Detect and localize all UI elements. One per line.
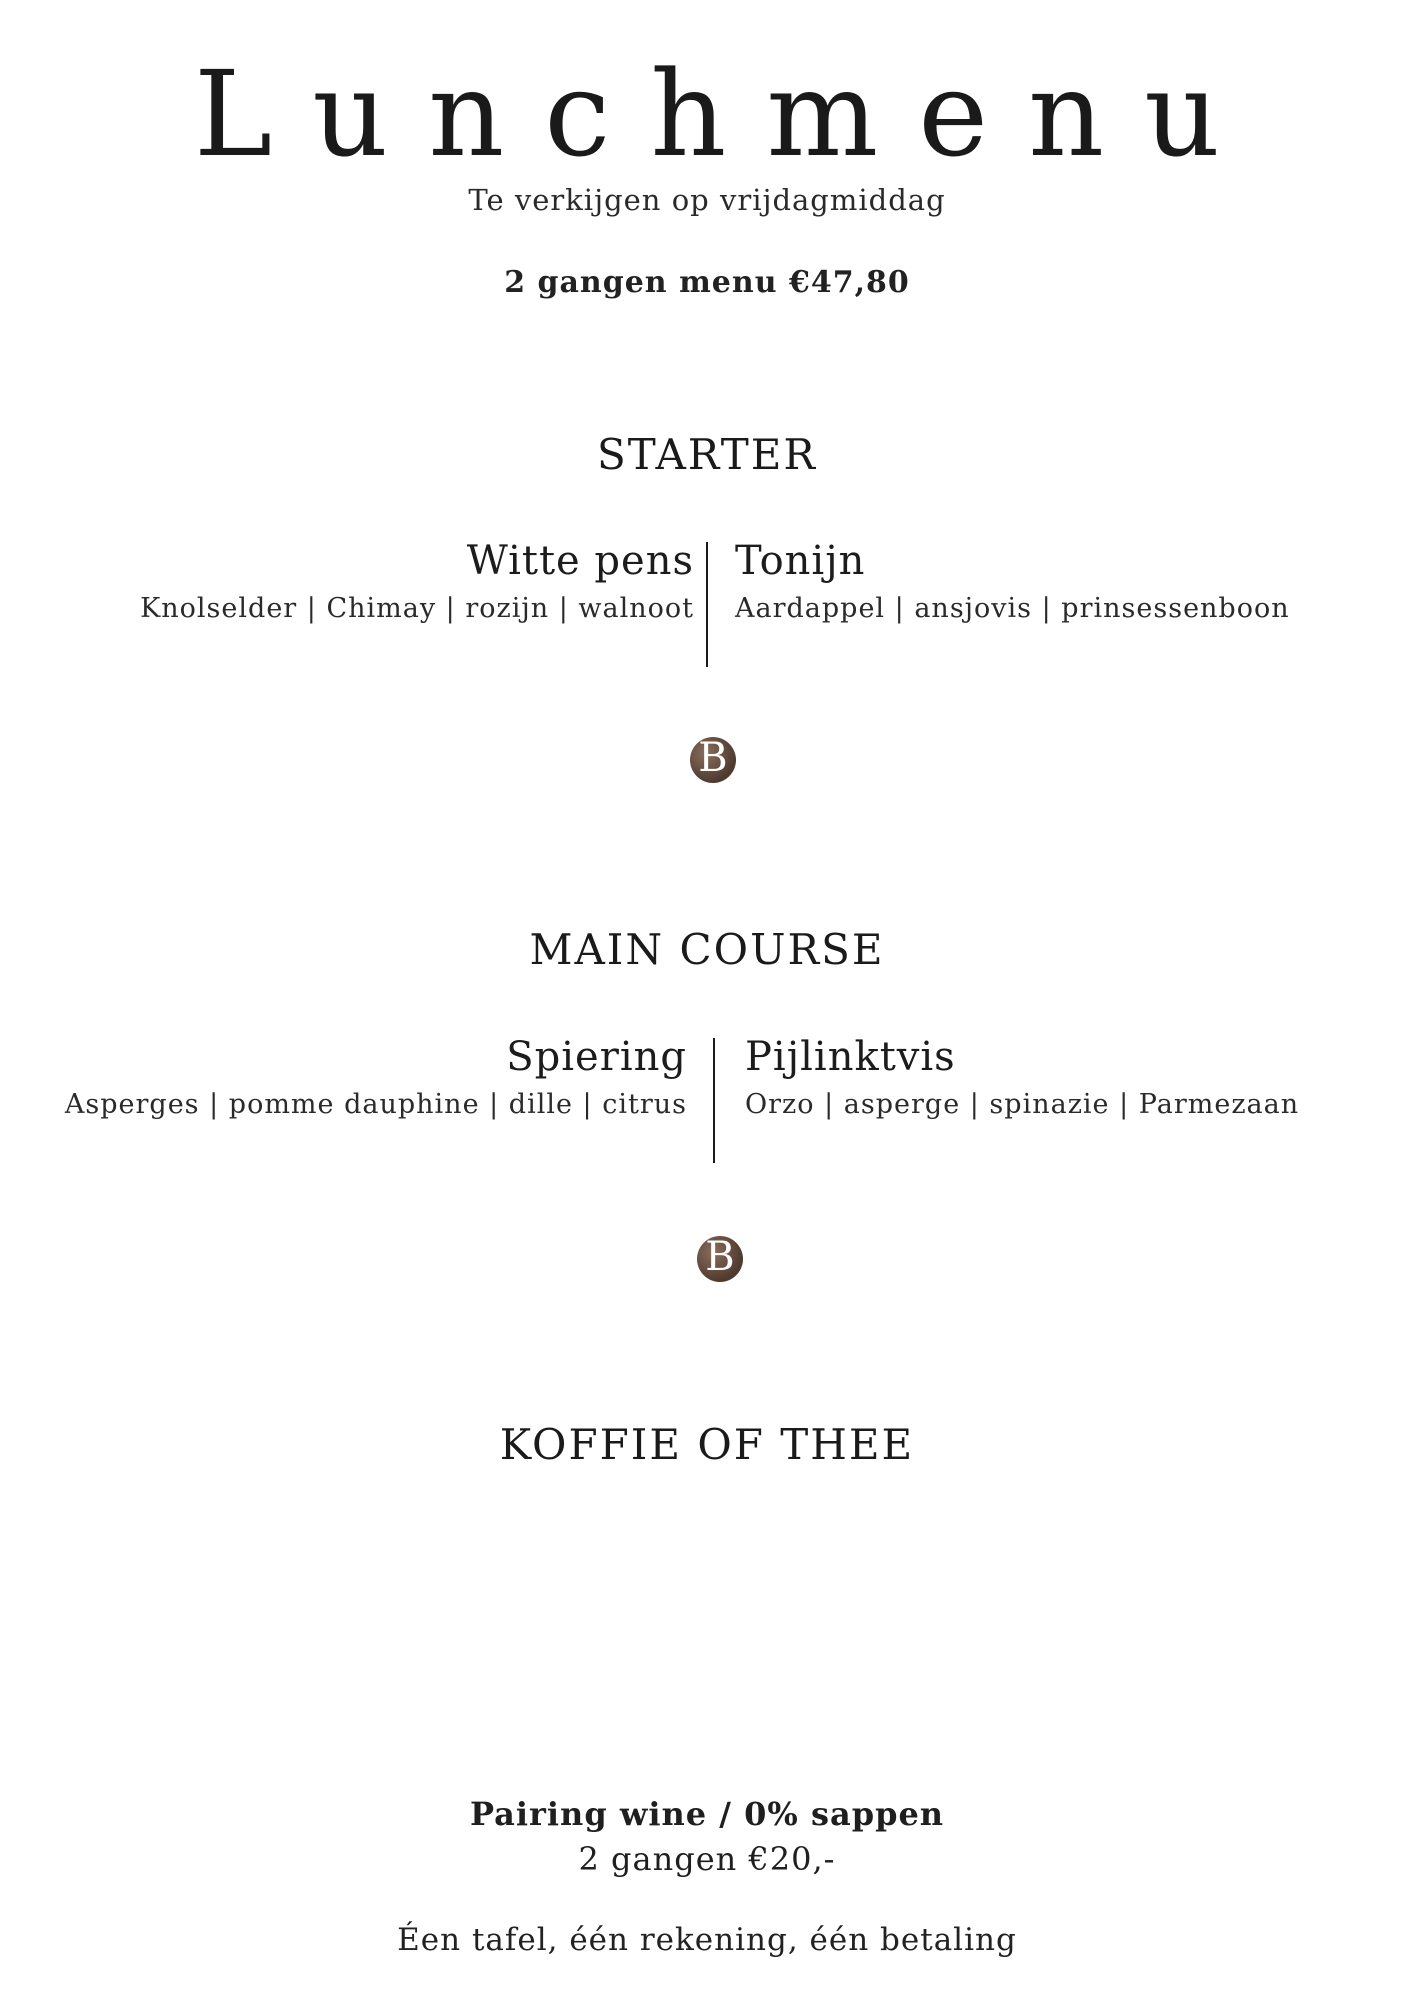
brand-monogram-icon xyxy=(697,1236,743,1282)
page-title: Lunchmenu xyxy=(193,45,1261,183)
dish-divider xyxy=(706,542,708,667)
dish-name: Tonijn xyxy=(735,538,866,584)
footer-note: Éen tafel, één rekening, één betaling xyxy=(397,1922,1017,1958)
pairing-title: Pairing wine / 0% sappen xyxy=(469,1795,945,1833)
dish-description: Knolselder | Chimay | rozijn | walnoot xyxy=(140,593,694,624)
section-title-starter: STARTER xyxy=(596,430,817,479)
dish-divider xyxy=(713,1038,715,1163)
dish-description: Aardappel | ansjovis | prinsessenboon xyxy=(735,593,1290,624)
monogram-letter: B xyxy=(705,1236,735,1280)
section-title-coffee-tea: KOFFIE OF THEE xyxy=(499,1420,915,1469)
section-title-main-course: MAIN COURSE xyxy=(529,925,885,974)
dish-name: Pijlinktvis xyxy=(745,1034,956,1080)
menu-price: 2 gangen menu €47,80 xyxy=(504,265,910,300)
monogram-letter: B xyxy=(698,737,728,781)
starter-left-dish xyxy=(140,537,694,625)
dish-name: Spiering xyxy=(506,1034,687,1080)
dish-description: Orzo | asperge | spinazie | Parmezaan xyxy=(745,1089,1300,1120)
pairing-price: 2 gangen €20,- xyxy=(578,1840,836,1878)
dish-name: Witte pens xyxy=(466,538,694,584)
starter-right-dish xyxy=(735,537,1290,625)
brand-monogram-icon xyxy=(690,737,736,783)
main-left-dish xyxy=(65,1033,687,1121)
page-subtitle: Te verkijgen op vrijdagmiddag xyxy=(468,183,946,217)
main-right-dish xyxy=(745,1033,1299,1121)
dish-description: Asperges | pomme dauphine | dille | citrus xyxy=(64,1089,687,1120)
